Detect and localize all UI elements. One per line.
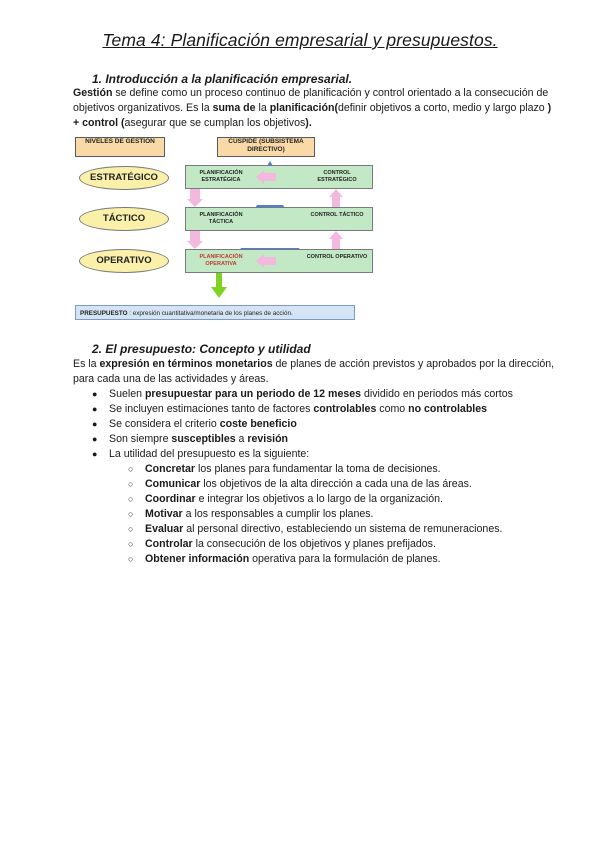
bullet-item — [73, 387, 563, 402]
bullet-item — [73, 432, 563, 447]
text-run: Suelen — [109, 388, 145, 400]
bold-text-run: coste beneficio — [219, 418, 297, 430]
text-run: operativa para la formulación de planes. — [249, 553, 441, 565]
text-run: a los responsables a cumplir los planes. — [182, 508, 374, 520]
bold-text-run: Coordinar — [145, 493, 196, 505]
bullet-item — [73, 402, 563, 417]
arrow-up-icon — [329, 189, 343, 197]
bold-text-run: Controlar — [145, 538, 193, 550]
bold-text-run: Concretar — [145, 463, 196, 475]
sub-bullet-item — [109, 492, 563, 507]
text-run: de planes de acción previstos y aprobados por la dirección, para cada una de las actividades y áreas. — [73, 358, 555, 385]
bold-text-run: ) + control ( — [73, 102, 552, 129]
control-estrategico: CONTROL ESTRATÉGICO — [317, 170, 357, 183]
level-estrategico: ESTRATÉGICO — [79, 166, 169, 190]
arrow-down-icon — [187, 199, 203, 207]
niveles-header: NIVELES DE GESTIÓN — [75, 137, 165, 157]
arrow-left-icon — [256, 170, 264, 184]
bullet-text — [109, 448, 309, 460]
text-run: como — [376, 403, 409, 415]
bold-text-run: controlables — [313, 403, 377, 415]
sub-bullet-item — [109, 522, 563, 537]
presupuesto-definition-box — [75, 305, 355, 320]
text-run: e integrar los objetivos a lo largo de la organización. — [195, 493, 443, 505]
text-run: los planes para fundamentar la toma de decisiones. — [195, 463, 441, 475]
text-run: los objetivos de la alta dirección a cada una de las áreas. — [200, 478, 472, 490]
bold-text-run: Comunicar — [145, 478, 201, 490]
utilidad-sub-list — [109, 462, 563, 567]
text-run: La utilidad del presupuesto es la siguiente: — [109, 448, 310, 460]
row-operativo — [185, 249, 373, 273]
presupuesto-label: PRESUPUESTO — [80, 310, 128, 317]
sub-bullet-item — [109, 537, 563, 552]
sub-bullet-item — [109, 507, 563, 522]
bullet-item — [73, 447, 563, 567]
arrow-down-icon — [187, 241, 203, 249]
text-run: al personal directivo, estableciendo un sistema de remuneraciones. — [183, 523, 503, 535]
bold-text-run: Obtener información — [145, 553, 250, 565]
text-run: dividido en periodos más cortos — [361, 388, 513, 400]
row-tactico — [185, 207, 373, 231]
planificacion-tactica: PLANIFICACIÓN TÁCTICA — [199, 212, 243, 225]
bold-text-run: planificación( — [269, 102, 338, 114]
text-run: se define como un proceso continuo de planificación y control orientado a la consecución de objetivos organizativos. Es la — [73, 87, 549, 114]
bold-text-run: Motivar — [145, 508, 183, 520]
presupuesto-bullet-list — [73, 387, 563, 567]
management-levels-diagram — [75, 137, 368, 327]
bold-text-run: presupuestar para un periodo de 12 meses — [144, 388, 362, 400]
level-operativo: OPERATIVO — [79, 249, 169, 273]
bold-text-run: Gestión — [73, 87, 113, 99]
sub-bullet-item — [109, 552, 563, 567]
green-down-arrow-icon — [211, 273, 227, 299]
text-run: a — [235, 433, 248, 445]
text-run: la — [255, 102, 270, 114]
page-title: Tema 4: Planificación empresarial y presupuestos. — [102, 30, 498, 50]
cuspide-header: CÚSPIDE (SUBSISTEMA DIRECTIVO) — [217, 137, 315, 157]
text-run: Es la — [73, 358, 100, 370]
level-tactico: TÁCTICO — [79, 207, 169, 231]
planificacion-estrategica: PLANIFICACIÓN ESTRATÉGICA — [199, 170, 243, 183]
row-estrategico — [185, 165, 373, 189]
bold-text-run: Evaluar — [145, 523, 184, 535]
text-run: Se incluyen estimaciones tanto de factores — [109, 403, 314, 415]
section-1-paragraph — [73, 86, 555, 131]
text-run: Se considera el criterio — [109, 418, 220, 430]
arrow-up-icon — [329, 231, 343, 239]
arrow-left-icon — [256, 254, 264, 268]
bold-text-run: suma de — [212, 102, 256, 114]
section-2-heading: 2. El presupuesto: Concepto y utilidad — [92, 342, 311, 356]
text-run: Son siempre — [109, 433, 172, 445]
planificacion-operativa: PLANIFICACIÓN OPERATIVA — [199, 254, 243, 267]
section-1-heading: 1. Introducción a la planificación empresarial. — [92, 72, 353, 86]
sub-bullet-item — [109, 477, 563, 492]
control-operativo: CONTROL OPERATIVO — [306, 254, 368, 260]
bold-text-run: expresión en términos monetarios — [99, 358, 273, 370]
section-2-paragraph — [73, 357, 555, 387]
presupuesto-text: : expresión cuantitativa/monetaria de los planes de acción. — [127, 310, 293, 317]
bold-text-run: no controlables — [408, 403, 488, 415]
bold-text-run: revisión — [247, 433, 289, 445]
bold-text-run: susceptibles — [171, 433, 236, 445]
sub-bullet-item — [109, 462, 563, 477]
text-run: asegurar que se cumplan los objetivos — [124, 117, 306, 129]
text-run: definir objetivos a corto, medio y largo plazo — [337, 102, 548, 114]
bold-text-run: ). — [305, 117, 312, 129]
bullet-item — [73, 417, 563, 432]
control-tactico: CONTROL TÁCTICO — [310, 212, 364, 218]
text-run: la consecución de los objetivos y planes prefijados. — [192, 538, 436, 550]
